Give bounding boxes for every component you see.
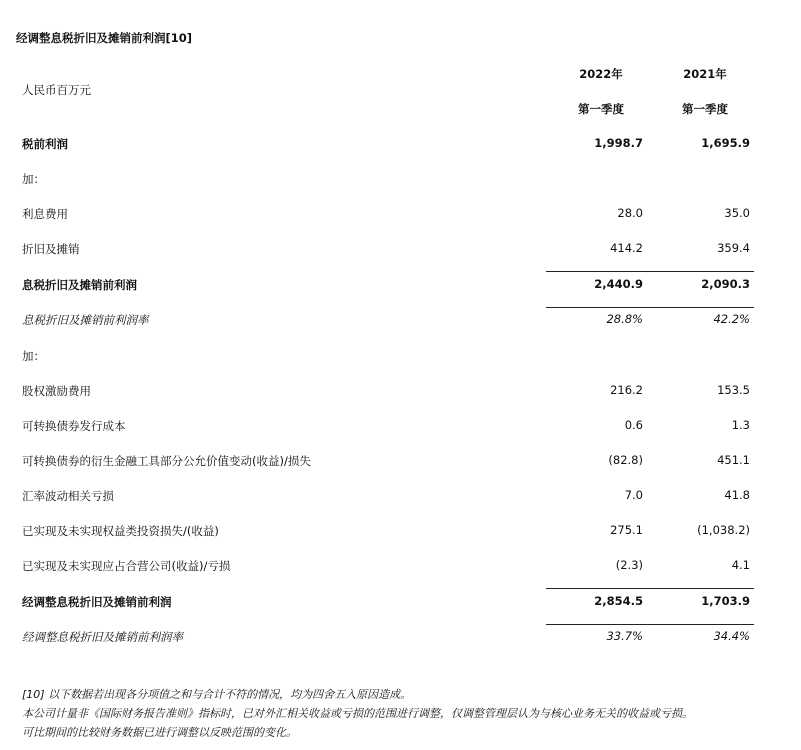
value-2021: 451.1 xyxy=(717,453,750,467)
value-2022: 2,854.5 xyxy=(594,594,643,608)
table-row xyxy=(22,171,754,191)
value-2022: 1,998.7 xyxy=(594,136,643,150)
row-label: 可转换债券发行成本 xyxy=(22,419,126,433)
value-2022: 7.0 xyxy=(624,488,643,502)
row-label: 经调整息税折旧及摊销前利润率 xyxy=(22,630,183,644)
table-row xyxy=(22,277,754,297)
row-label: 息税折旧及摊销前利润率 xyxy=(22,313,149,327)
subtotal-divider xyxy=(546,271,754,272)
table-row xyxy=(22,312,754,332)
value-2021: (1,038.2) xyxy=(697,523,750,537)
value-2022: (2.3) xyxy=(615,558,643,572)
table-row xyxy=(22,383,754,403)
value-2022: 414.2 xyxy=(610,241,643,255)
value-2022: 0.6 xyxy=(624,418,643,432)
footnote-line: [10] 以下数据若出现各分项值之和与合计不符的情况，均为四舍五入原因造成。 xyxy=(22,688,412,701)
table-row xyxy=(22,594,754,614)
col-2022-quarter: 第一季度 xyxy=(578,102,624,116)
row-label: 税前利润 xyxy=(22,137,68,151)
unit-label: 人民币百万元 xyxy=(22,83,91,97)
row-label: 加： xyxy=(22,172,45,186)
value-2021: 41.8 xyxy=(724,488,750,502)
table-row xyxy=(22,418,754,438)
table-row xyxy=(22,558,754,578)
table-row xyxy=(22,136,754,156)
table-row xyxy=(22,453,754,473)
footnote-line: 本公司计量非《国际财务报告准则》指标时，已对外汇相关收益或亏损的范围进行调整，仅调整管理层认为与核心业务无关的收益或亏损。 xyxy=(22,707,693,720)
row-label: 已实现及未实现权益类投资损失/(收益) xyxy=(22,524,219,538)
value-2022: 28.8% xyxy=(606,312,643,326)
col-2022-year: 2022年 xyxy=(579,67,623,81)
table-row xyxy=(22,523,754,543)
col-2021-year: 2021年 xyxy=(683,67,727,81)
value-2022: 275.1 xyxy=(610,523,643,537)
table-row xyxy=(22,629,754,649)
value-2022: 216.2 xyxy=(610,383,643,397)
value-2021: 153.5 xyxy=(717,383,750,397)
value-2022: (82.8) xyxy=(608,453,643,467)
value-2021: 4.1 xyxy=(731,558,750,572)
value-2022: 2,440.9 xyxy=(594,277,643,291)
row-label: 可转换债券的衍生金融工具部分公允价值变动(收益)/损失 xyxy=(22,454,311,468)
value-2022: 33.7% xyxy=(606,629,643,643)
col-2021-quarter: 第一季度 xyxy=(682,102,728,116)
row-label: 加： xyxy=(22,349,45,363)
value-2021: 1,695.9 xyxy=(701,136,750,150)
footnotes xyxy=(22,685,693,742)
value-2021: 2,090.3 xyxy=(701,277,750,291)
row-label: 汇率波动相关亏损 xyxy=(22,489,114,503)
row-label: 股权激励费用 xyxy=(22,384,91,398)
value-2022: 28.0 xyxy=(617,206,643,220)
table-row xyxy=(22,206,754,226)
row-label: 利息费用 xyxy=(22,207,68,221)
table-row xyxy=(22,348,754,368)
row-label: 息税折旧及摊销前利润 xyxy=(22,278,137,292)
subtotal-divider xyxy=(546,624,754,625)
value-2021: 34.4% xyxy=(713,629,750,643)
value-2021: 359.4 xyxy=(717,241,750,255)
table-row xyxy=(22,488,754,508)
table-title: 经调整息税折旧及摊销前利润[10] xyxy=(16,31,193,45)
table-row xyxy=(22,241,754,261)
row-label: 已实现及未实现应占合营公司(收益)/亏损 xyxy=(22,559,231,573)
value-2021: 42.2% xyxy=(713,312,750,326)
value-2021: 1.3 xyxy=(731,418,750,432)
subtotal-divider xyxy=(546,588,754,589)
value-2021: 35.0 xyxy=(724,206,750,220)
value-2021: 1,703.9 xyxy=(701,594,750,608)
subtotal-divider xyxy=(546,307,754,308)
row-label: 折旧及摊销 xyxy=(22,242,80,256)
footnote-line: 可比期间的比较财务数据已进行调整以反映范围的变化。 xyxy=(22,726,297,739)
row-label: 经调整息税折旧及摊销前利润 xyxy=(22,595,172,609)
